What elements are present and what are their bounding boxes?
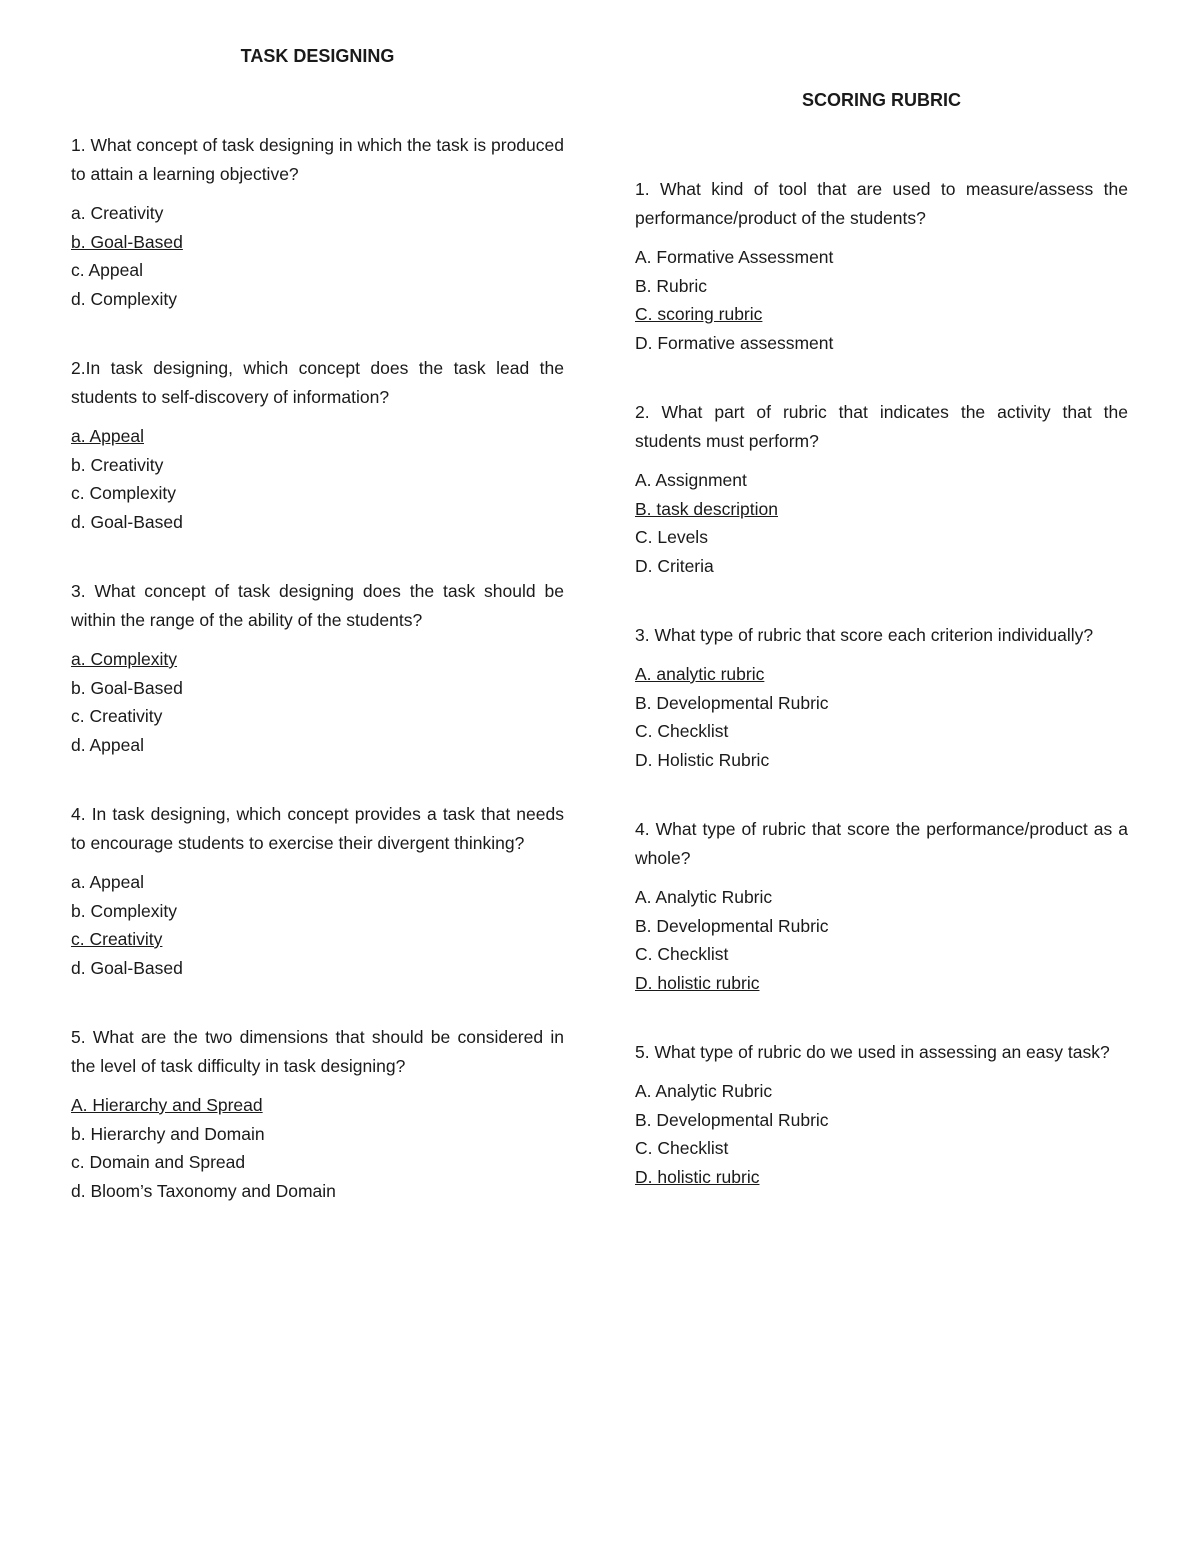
answer-option: A. Analytic Rubric bbox=[635, 887, 773, 907]
section-title-task-designing: TASK DESIGNING bbox=[240, 46, 395, 66]
answer-options bbox=[635, 466, 1128, 580]
answer-option: c. Complexity bbox=[71, 483, 177, 503]
question-text: 2. What part of rubric that indicates the activity that the students must perform? bbox=[635, 402, 1128, 451]
answer-option-correct: C. scoring rubric bbox=[635, 304, 763, 324]
answer-option-correct: D. holistic rubric bbox=[635, 1166, 760, 1187]
answer-option: C. Checklist bbox=[635, 721, 729, 741]
answer-option: a. Creativity bbox=[71, 203, 164, 223]
answer-option: c. Domain and Spread bbox=[71, 1152, 246, 1172]
scoring-rubric-section bbox=[635, 88, 1128, 1191]
answer-options bbox=[71, 422, 564, 536]
question-text: 4. What type of rubric that score the performance/product as a whole? bbox=[635, 819, 1128, 868]
answer-option: d. Appeal bbox=[71, 734, 144, 755]
section-title-scoring-rubric: SCORING RUBRIC bbox=[801, 90, 961, 110]
question-5 bbox=[71, 1023, 564, 1205]
answer-options bbox=[635, 1077, 1128, 1191]
answer-option: D. Formative assessment bbox=[635, 332, 834, 353]
answer-options bbox=[635, 883, 1128, 997]
answer-option: b. Goal-Based bbox=[71, 677, 183, 698]
question-text: 3. What type of rubric that score each criterion individually? bbox=[635, 625, 1094, 645]
answer-option-correct: A. Hierarchy and Spread bbox=[71, 1095, 263, 1115]
answer-option-correct: c. Creativity bbox=[71, 929, 163, 949]
question-5 bbox=[635, 1038, 1128, 1191]
question-text: 2.In task designing, which concept does the task lead the students to self-discovery of information? bbox=[71, 358, 564, 407]
answer-option: b. Complexity bbox=[71, 900, 178, 921]
question-text: 5. What type of rubric do we used in assessing an easy task? bbox=[635, 1042, 1110, 1062]
task-designing-section bbox=[71, 44, 564, 1205]
answer-option: C. Checklist bbox=[635, 944, 729, 964]
answer-option: B. Developmental Rubric bbox=[635, 1109, 829, 1130]
question-text: 3. What concept of task designing does the task should be within the range of the ability of the students? bbox=[71, 581, 564, 630]
answer-option: d. Goal-Based bbox=[71, 957, 183, 978]
question-text: 1. What kind of tool that are used to measure/assess the performance/product of the students? bbox=[635, 179, 1128, 228]
answer-option: b. Hierarchy and Domain bbox=[71, 1123, 265, 1144]
answer-options bbox=[71, 1091, 564, 1205]
answer-option: D. Holistic Rubric bbox=[635, 749, 770, 770]
answer-option: d. Bloom’s Taxonomy and Domain bbox=[71, 1180, 336, 1201]
answer-options bbox=[635, 660, 1128, 774]
question-2 bbox=[635, 398, 1128, 580]
answer-option: b. Creativity bbox=[71, 454, 164, 475]
question-4 bbox=[635, 815, 1128, 997]
question-list bbox=[71, 131, 564, 1205]
answer-option: c. Creativity bbox=[71, 706, 163, 726]
answer-option: B. Rubric bbox=[635, 275, 707, 296]
question-text: 1. What concept of task designing in which the task is produced to attain a learning objective? bbox=[71, 135, 564, 184]
question-4 bbox=[71, 800, 564, 982]
answer-option: A. Analytic Rubric bbox=[635, 1081, 773, 1101]
answer-option-correct: b. Goal-Based bbox=[71, 231, 183, 252]
question-1 bbox=[71, 131, 564, 313]
answer-option-correct: a. Complexity bbox=[71, 649, 178, 669]
question-text: 5. What are the two dimensions that should be considered in the level of task difficulty in task designing? bbox=[71, 1027, 564, 1076]
question-list bbox=[635, 175, 1128, 1191]
answer-options bbox=[71, 199, 564, 313]
answer-options bbox=[71, 868, 564, 982]
answer-option-correct: A. analytic rubric bbox=[635, 664, 765, 684]
answer-option: C. Checklist bbox=[635, 1138, 729, 1158]
answer-options bbox=[71, 645, 564, 759]
question-3 bbox=[71, 577, 564, 759]
answer-option: B. Developmental Rubric bbox=[635, 915, 829, 936]
answer-options bbox=[635, 243, 1128, 357]
answer-option: B. Developmental Rubric bbox=[635, 692, 829, 713]
answer-option: A. Assignment bbox=[635, 470, 747, 490]
question-1 bbox=[635, 175, 1128, 357]
answer-option-correct: B. task description bbox=[635, 498, 778, 519]
answer-option: A. Formative Assessment bbox=[635, 247, 834, 267]
answer-option: d. Complexity bbox=[71, 288, 178, 309]
answer-option: a. Appeal bbox=[71, 872, 144, 892]
question-3 bbox=[635, 621, 1128, 774]
question-2 bbox=[71, 354, 564, 536]
answer-option-correct: D. holistic rubric bbox=[635, 972, 760, 993]
answer-option: c. Appeal bbox=[71, 260, 143, 280]
answer-option: d. Goal-Based bbox=[71, 511, 183, 532]
question-text: 4. In task designing, which concept provides a task that needs to encourage students to exercise their divergent thinking? bbox=[71, 804, 564, 853]
answer-option: C. Levels bbox=[635, 527, 708, 547]
answer-option: D. Criteria bbox=[635, 555, 714, 576]
answer-option-correct: a. Appeal bbox=[71, 426, 144, 446]
